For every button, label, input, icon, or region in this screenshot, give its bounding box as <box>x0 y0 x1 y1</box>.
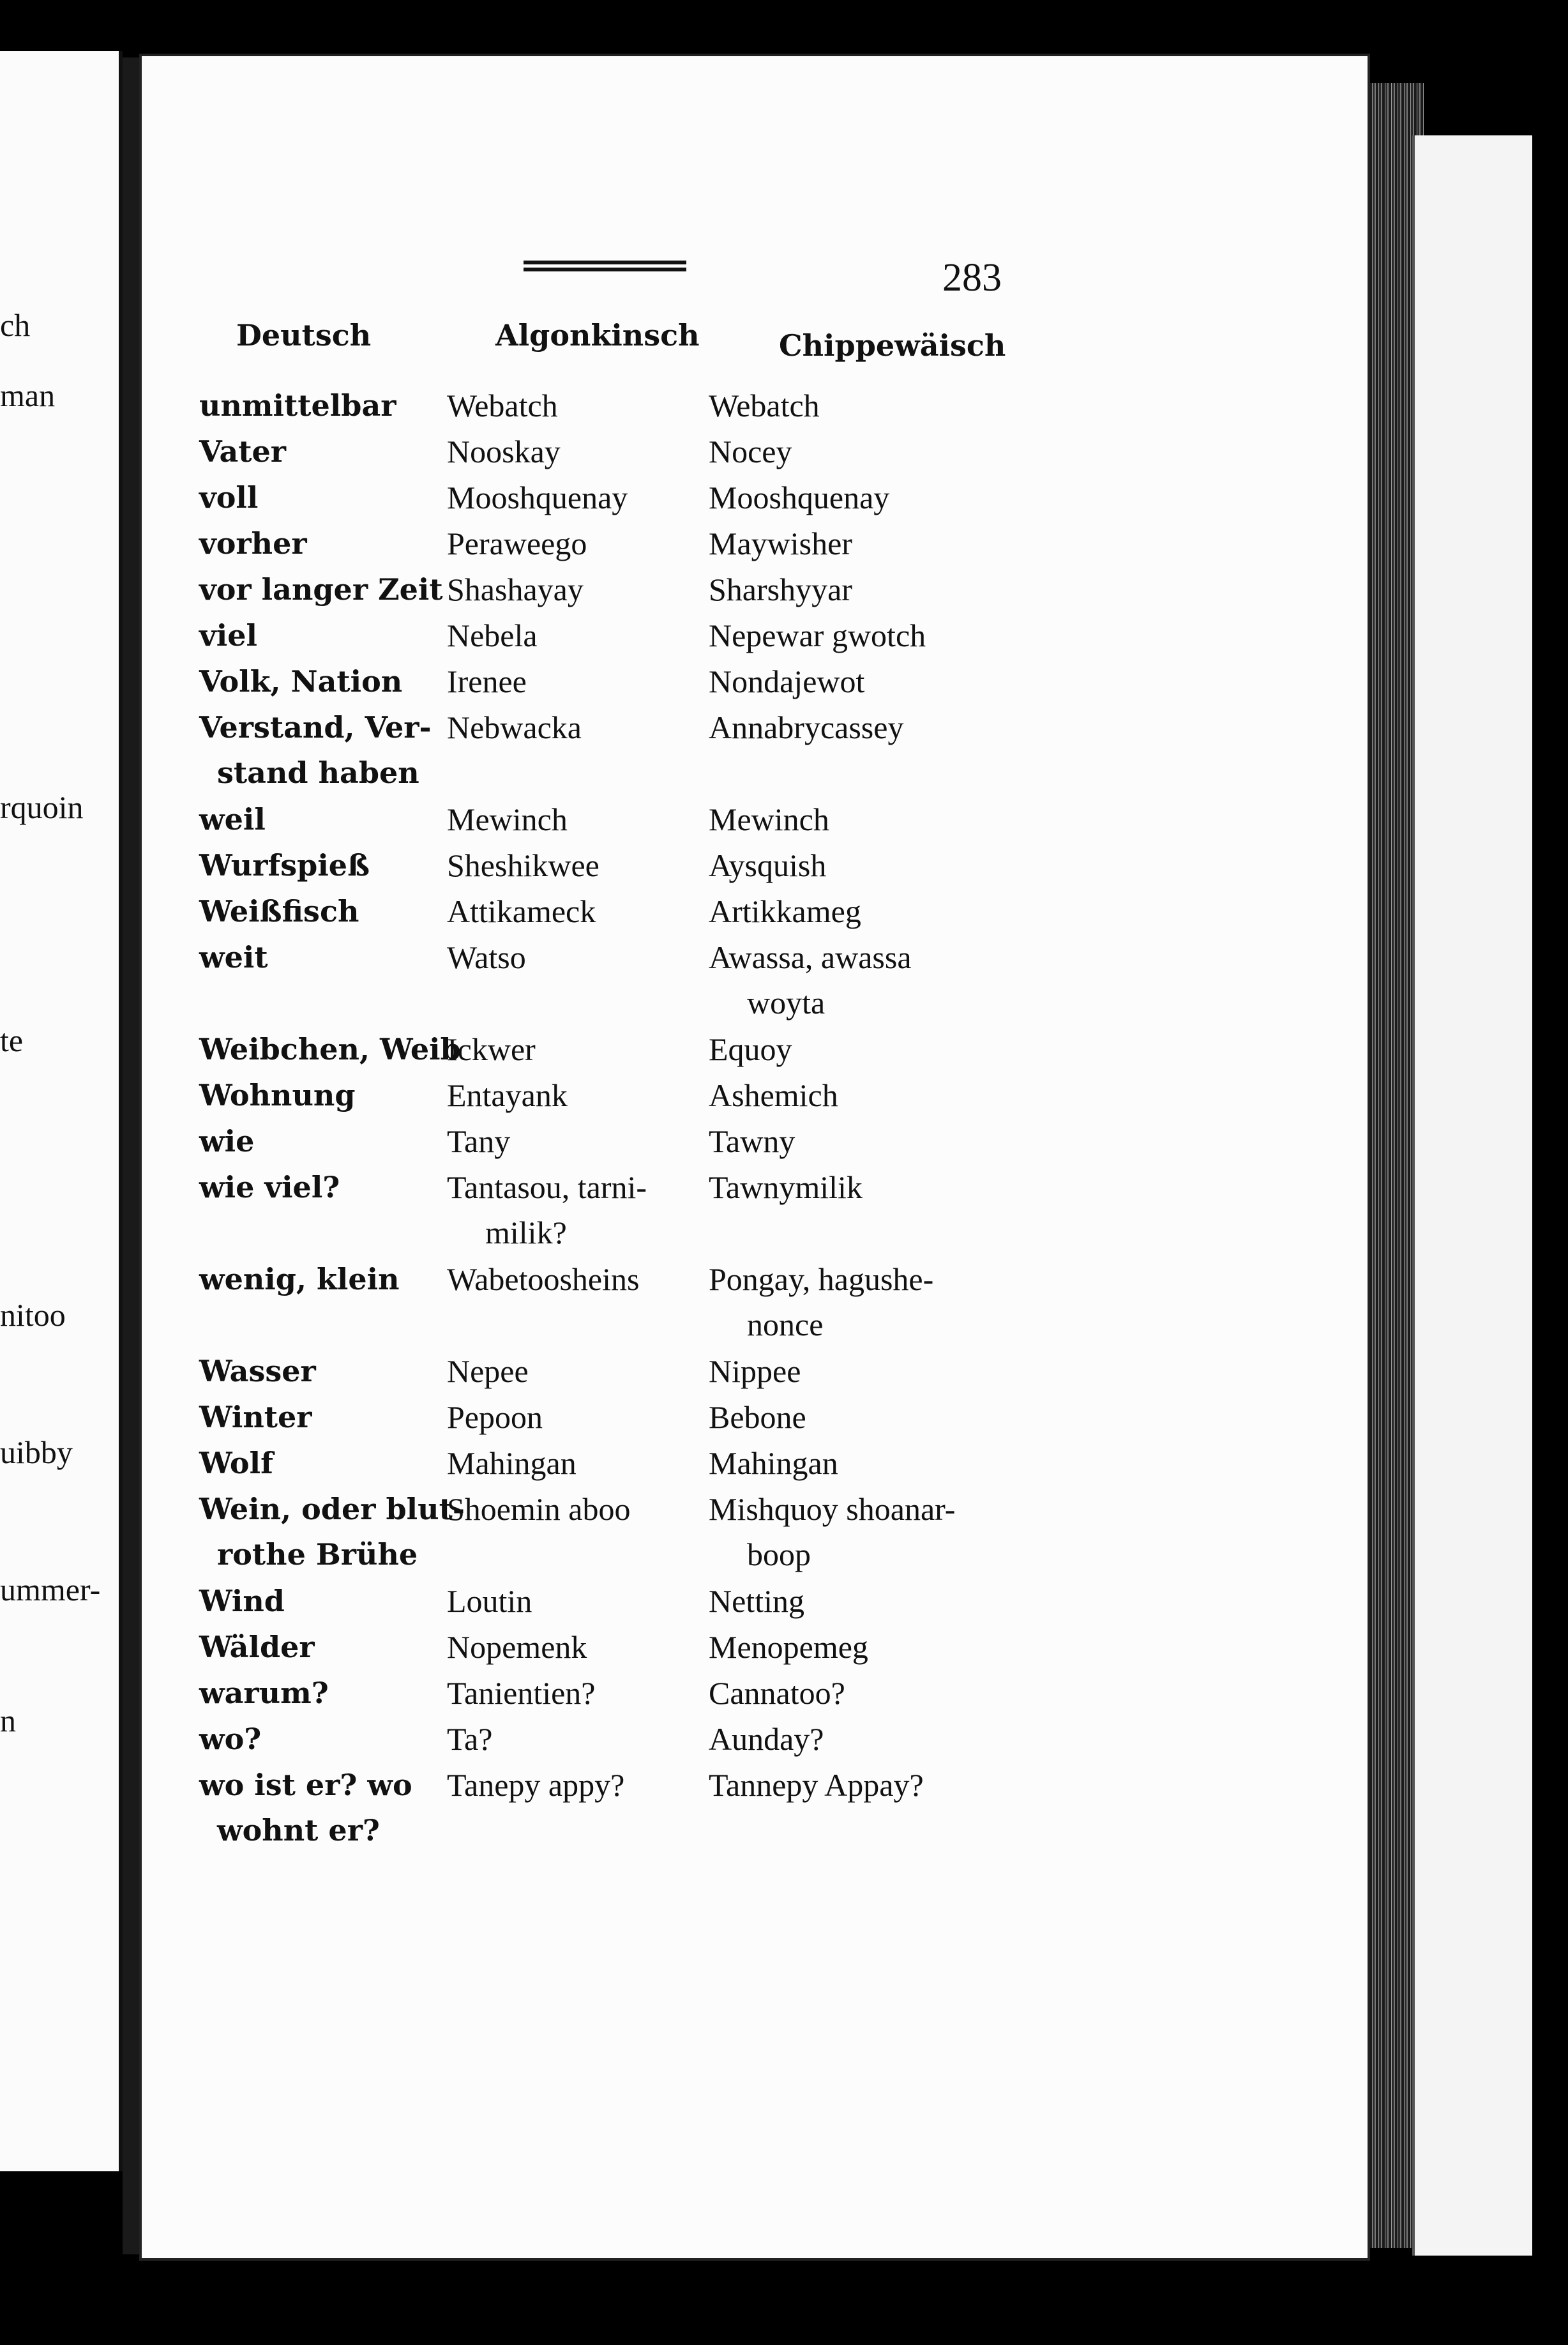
algonkin-term: Nooskay <box>447 434 561 469</box>
page-number: 283 <box>942 256 1002 300</box>
chippewa-term: Nocey <box>709 434 792 469</box>
algonkin-term: Nebwacka <box>447 710 582 745</box>
left-page-fragment: n <box>0 1703 16 1738</box>
chippewa-term: Bebone <box>709 1399 806 1435</box>
german-term: vor langer Zeit <box>199 572 443 607</box>
german-term: Weißfisch <box>199 894 359 929</box>
german-term: Wolf <box>199 1446 273 1480</box>
chippewa-term: Mooshquenay <box>709 480 890 515</box>
column-header-algonkin: Algonkinsch <box>495 318 700 353</box>
chippewa-term: Ashemich <box>709 1077 838 1113</box>
column-header-chippewa: Chippewäisch <box>779 328 1006 363</box>
chippewa-term: Artikkameg <box>709 893 861 929</box>
algonkin-term: Tanepy appy? <box>447 1767 625 1803</box>
chippewa-term: Equoy <box>709 1031 792 1067</box>
german-term: Wohnung <box>199 1078 356 1112</box>
header-rule <box>524 261 686 277</box>
german-term: Volk, Nation <box>199 664 403 699</box>
left-page-fragment: ch <box>0 307 31 343</box>
chippewa-term: Tannepy Appay? <box>709 1767 924 1803</box>
chippewa-term: Aysquish <box>709 847 827 883</box>
german-term: stand haben <box>217 755 419 790</box>
algonkin-term: Nebela <box>447 618 538 653</box>
chippewa-term: Aunday? <box>709 1721 824 1757</box>
german-term: voll <box>199 480 259 515</box>
algonkin-term: Nopemenk <box>447 1629 587 1665</box>
column-header-german: Deutsch <box>236 318 372 353</box>
algonkin-term: Shashayay <box>447 572 584 607</box>
algonkin-term: milik? <box>485 1215 567 1250</box>
chippewa-term: Sharshyyar <box>709 572 852 607</box>
german-term: Wasser <box>199 1354 316 1388</box>
german-term: wohnt er? <box>217 1813 380 1848</box>
algonkin-term: Tantasou, tarni- <box>447 1169 647 1205</box>
german-term: Wurfspieß <box>199 848 370 883</box>
algonkin-term: Pepoon <box>447 1399 543 1435</box>
chippewa-term: Pongay, hagushe- <box>709 1261 934 1297</box>
algonkin-term: Nepee <box>447 1353 529 1389</box>
algonkin-term: Mooshquenay <box>447 480 628 515</box>
algonkin-term: Attikameck <box>447 893 596 929</box>
chippewa-term: Annabrycassey <box>709 710 904 745</box>
algonkin-term: Ickwer <box>447 1031 536 1067</box>
german-term: wo? <box>199 1722 262 1756</box>
german-term: Wind <box>199 1584 285 1618</box>
chippewa-term: Mahingan <box>709 1445 838 1481</box>
algonkin-term: Sheshikwee <box>447 847 599 883</box>
chippewa-term: Mewinch <box>709 801 829 837</box>
german-term: Winter <box>199 1400 312 1434</box>
algonkin-term: Entayank <box>447 1077 568 1113</box>
chippewa-term: Nondajewot <box>709 664 865 699</box>
german-term: Weibchen, Weib <box>199 1032 461 1066</box>
algonkin-term: Ta? <box>447 1721 493 1757</box>
chippewa-term: woyta <box>747 985 825 1021</box>
chippewa-term: Menopemeg <box>709 1629 868 1665</box>
german-term: weit <box>199 940 268 975</box>
chippewa-term: Awassa, awassa <box>709 939 912 975</box>
german-term: weil <box>199 802 266 837</box>
chippewa-term: Tawny <box>709 1123 795 1159</box>
german-term: wo ist er? wo <box>199 1768 412 1802</box>
german-term: Wälder <box>199 1630 315 1664</box>
german-term: wie viel? <box>199 1170 340 1204</box>
chippewa-term: Nepewar gwotch <box>709 618 926 653</box>
algonkin-term: Peraweego <box>447 526 587 561</box>
chippewa-term: Nippee <box>709 1353 801 1389</box>
german-term: Vater <box>199 434 287 469</box>
algonkin-term: Tanientien? <box>447 1675 596 1711</box>
chippewa-term: boop <box>747 1537 811 1572</box>
german-term: vorher <box>199 526 307 561</box>
left-page-fragment: uibby <box>0 1434 73 1470</box>
chippewa-term: Tawnymilik <box>709 1169 863 1205</box>
german-term: wie <box>199 1124 255 1158</box>
left-facing-page <box>0 51 123 2171</box>
algonkin-term: Mahingan <box>447 1445 577 1481</box>
algonkin-term: Webatch <box>447 388 558 423</box>
german-term: viel <box>199 618 257 653</box>
back-page-edge <box>1412 135 1532 2256</box>
german-term: wenig, klein <box>199 1262 400 1296</box>
algonkin-term: Irenee <box>447 664 527 699</box>
german-term: Verstand, Ver- <box>199 710 432 745</box>
algonkin-term: Tany <box>447 1123 511 1159</box>
algonkin-term: Wabetoosheins <box>447 1261 640 1297</box>
algonkin-term: Mewinch <box>447 801 568 837</box>
chippewa-term: Webatch <box>709 388 820 423</box>
german-term: Wein, oder blut- <box>199 1492 465 1526</box>
left-page-fragment: nitoo <box>0 1297 66 1333</box>
chippewa-term: nonce <box>747 1307 824 1342</box>
algonkin-term: Watso <box>447 939 526 975</box>
algonkin-term: Loutin <box>447 1583 532 1619</box>
left-page-fragment: rquoin <box>0 789 84 825</box>
chippewa-term: Cannatoo? <box>709 1675 845 1711</box>
german-term: warum? <box>199 1676 329 1710</box>
chippewa-term: Maywisher <box>709 526 852 561</box>
algonkin-term: Shoemin aboo <box>447 1491 631 1527</box>
german-term: rothe Brühe <box>217 1537 418 1572</box>
left-page-fragment: te <box>0 1022 24 1058</box>
german-term: unmittelbar <box>199 388 396 423</box>
chippewa-term: Netting <box>709 1583 804 1619</box>
left-page-fragment: man <box>0 377 56 413</box>
left-page-fragment: ummer- <box>0 1572 101 1607</box>
chippewa-term: Mishquoy shoanar- <box>709 1491 956 1527</box>
